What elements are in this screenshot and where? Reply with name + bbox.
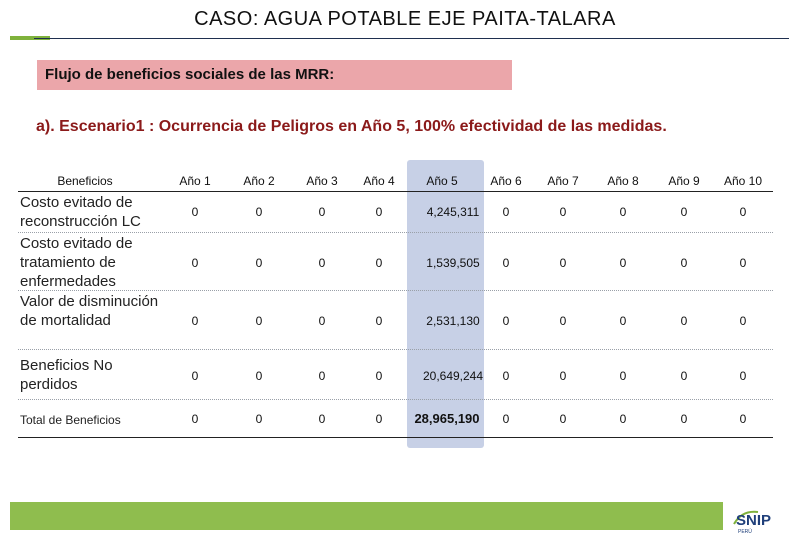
table-cell: 0	[739, 314, 747, 328]
scenario-heading: a). Escenario1 : Ocurrencia de Peligros en Año 5, 100% efectividad de las medidas.	[36, 118, 667, 135]
table-cell: 0	[191, 314, 199, 328]
title-text: CASO: AGUA POTABLE EJE PAITA-TALARA	[194, 8, 616, 30]
table-cell: 0	[559, 314, 567, 328]
slide-title	[0, 8, 810, 31]
header-year: Año 3	[306, 174, 338, 188]
header-year: Año 1	[179, 174, 211, 188]
header-year: Año 4	[363, 174, 395, 188]
table-cell: 0	[739, 369, 747, 383]
table-cell: 0	[680, 314, 688, 328]
table-cell: 0	[191, 205, 199, 219]
footer-bar	[10, 502, 723, 530]
table-cell: 0	[502, 369, 510, 383]
table-cell: 0	[375, 205, 383, 219]
table-cell: 0	[619, 256, 627, 270]
table-cell: 0	[255, 256, 263, 270]
table-cell: 0	[739, 412, 747, 426]
header-year: Año 8	[607, 174, 639, 188]
table-cell: 0	[559, 369, 567, 383]
table-cell: 0	[502, 314, 510, 328]
logo-text: SNIP	[736, 512, 772, 529]
table-cell: 0	[255, 369, 263, 383]
table-cell: 0	[318, 205, 326, 219]
table-cell: 0	[502, 256, 510, 270]
table-cell: 0	[191, 256, 199, 270]
row-divider	[18, 349, 773, 350]
table-cell: 0	[502, 205, 510, 219]
subtitle-banner: Flujo de beneficios sociales de las MRR:	[37, 60, 512, 90]
header-rule	[18, 191, 773, 192]
header-year: Año 7	[547, 174, 579, 188]
header-year: Año 5	[426, 174, 458, 188]
table-cell-total: 28,965,190	[414, 411, 480, 426]
table-cell: 0	[502, 412, 510, 426]
table-cell: 0	[191, 412, 199, 426]
table-cell: 0	[318, 369, 326, 383]
row-label-total: Total de Beneficios	[20, 413, 121, 427]
table-cell: 0	[559, 412, 567, 426]
row-divider	[18, 290, 773, 291]
table-cell: 0	[375, 369, 383, 383]
table-cell: 0	[255, 205, 263, 219]
row-label: Beneficios No perdidos	[20, 357, 113, 393]
logo-subtext: PERÚ	[738, 529, 752, 534]
header-beneficios: Beneficios	[57, 174, 113, 188]
row-label: Valor de disminución de mortalidad	[20, 293, 159, 329]
table-cell: 0	[375, 256, 383, 270]
table-cell: 1,539,505	[426, 256, 480, 270]
table-cell: 0	[255, 314, 263, 328]
table-cell: 0	[619, 205, 627, 219]
header-year: Año 6	[490, 174, 522, 188]
table-cell: 0	[680, 205, 688, 219]
table-cell: 0	[255, 412, 263, 426]
table-bottom-rule	[18, 437, 773, 438]
table-cell: 4,245,311	[426, 205, 480, 219]
table-cell: 0	[739, 256, 747, 270]
highlight-year-5-column	[407, 160, 484, 448]
table-cell: 0	[680, 369, 688, 383]
table-cell: 0	[318, 256, 326, 270]
table-cell: 0	[191, 369, 199, 383]
table-cell: 0	[619, 412, 627, 426]
table-cell: 0	[559, 256, 567, 270]
header-year: Año 9	[668, 174, 700, 188]
row-divider	[18, 232, 773, 233]
header-year: Año 2	[243, 174, 275, 188]
table-cell: 0	[739, 205, 747, 219]
table-cell: 0	[375, 412, 383, 426]
table-cell: 0	[559, 205, 567, 219]
row-divider	[18, 399, 773, 400]
table-cell: 0	[318, 412, 326, 426]
table-cell: 0	[619, 369, 627, 383]
row-label: Costo evitado de tratamiento de enfermedades	[20, 235, 133, 290]
title-underline	[34, 38, 789, 39]
table-cell: 0	[375, 314, 383, 328]
header-year: Año 10	[723, 174, 763, 188]
table-cell: 0	[680, 256, 688, 270]
snip-logo	[732, 504, 794, 534]
row-label: Costo evitado de reconstrucción LC	[20, 194, 141, 230]
table-cell: 2,531,130	[426, 314, 480, 328]
table-cell: 0	[619, 314, 627, 328]
table-cell: 0	[318, 314, 326, 328]
table-cell: 20,649,244	[422, 369, 484, 383]
table-cell: 0	[680, 412, 688, 426]
